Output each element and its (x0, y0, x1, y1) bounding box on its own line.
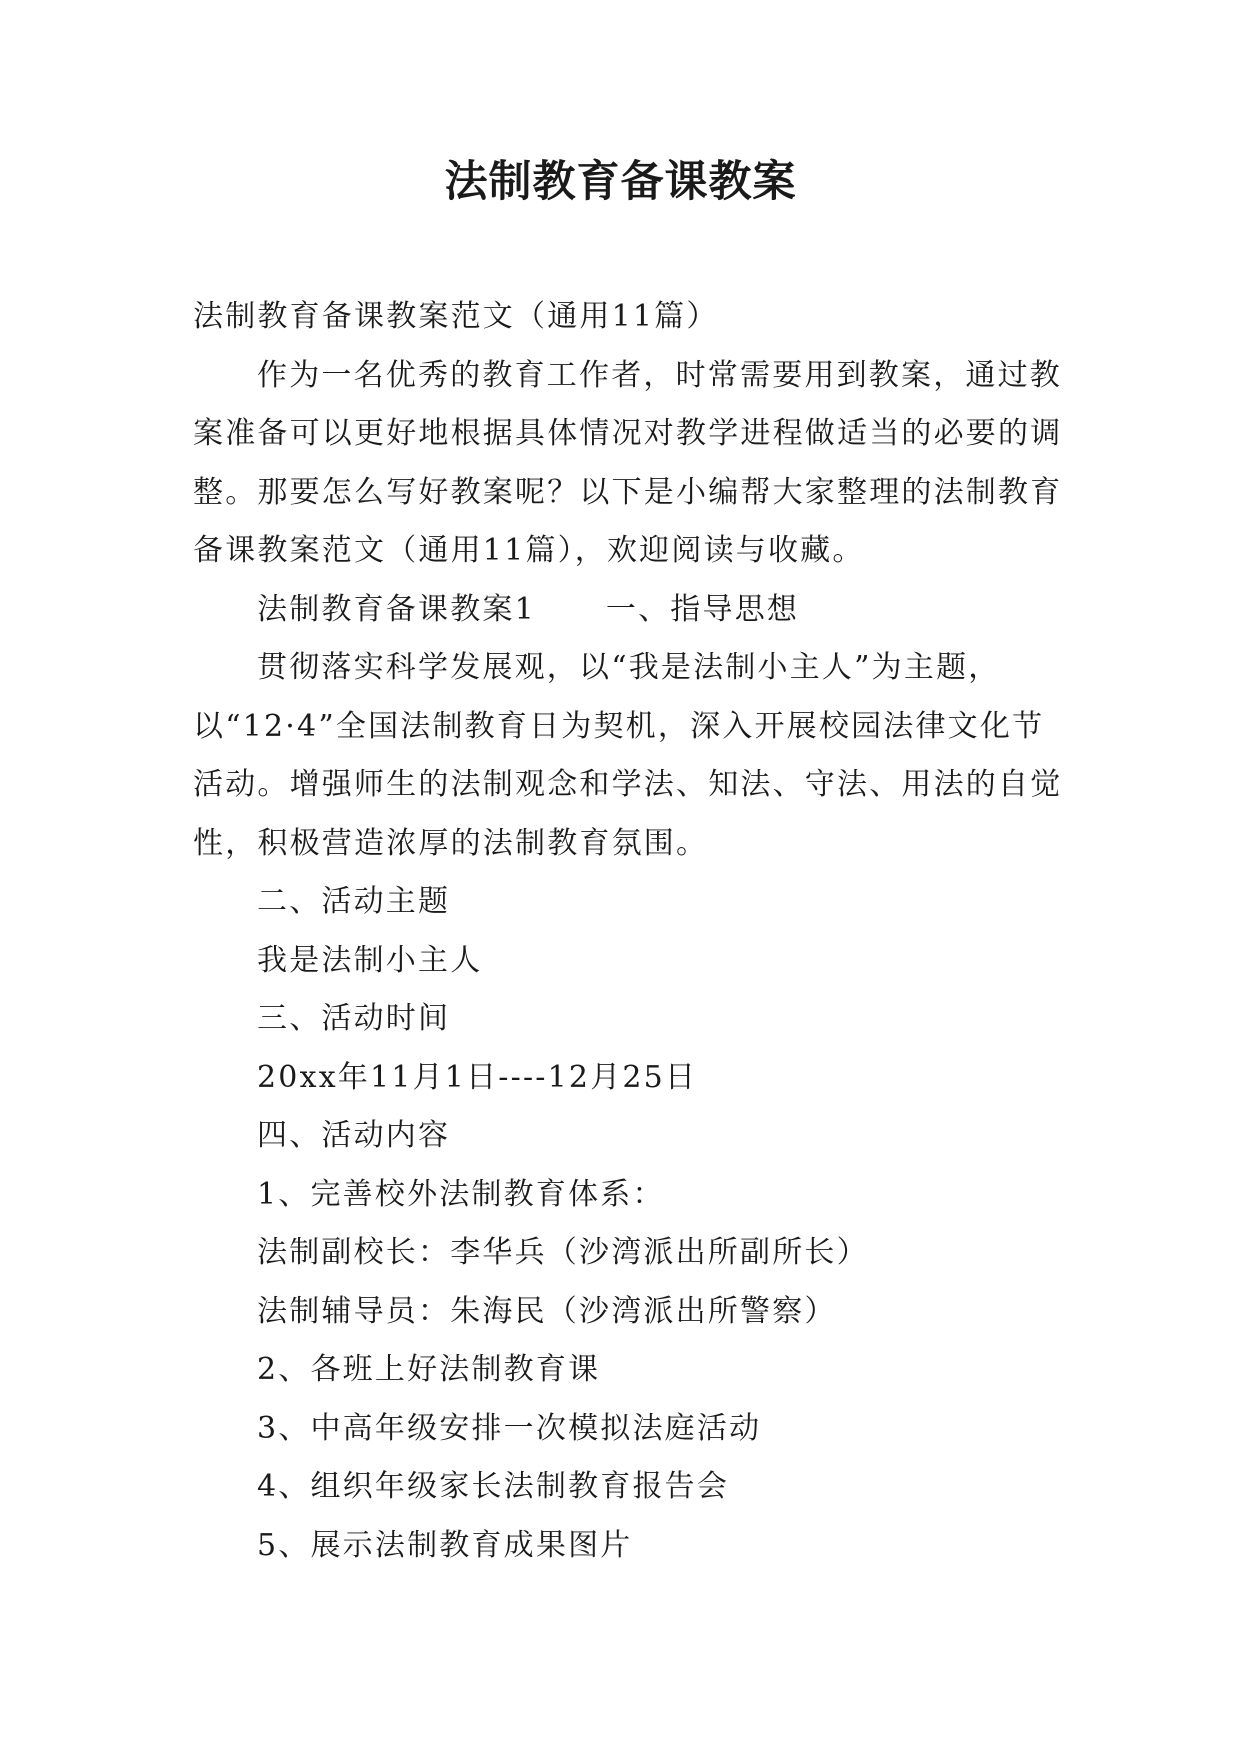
list-item: 四、活动内容 (257, 1118, 451, 1153)
list-item: 二、活动主题 (257, 884, 451, 919)
section-line (193, 581, 1063, 640)
list-item: 法制副校长：李华兵（沙湾派出所副所长） (257, 1235, 869, 1270)
list-item: 20xx年11月1日----12月25日 (257, 1059, 698, 1095)
list-item: 我是法制小主人 (257, 942, 483, 978)
subtitle: 法制教育备课教案范文（通用11篇） (193, 299, 719, 334)
intro-paragraph: 作为一名优秀的教育工作者，时常需要用到教案，通过教案准备可以更好地根据具体情况对教学进程做适当的必要的调整。那要怎么写好教案呢？以下是小编帮大家整理的法制教育备课教案范文（通用11篇），欢迎阅读与收藏。 (193, 357, 1063, 568)
section-label: 法制教育备课教案1 (257, 591, 536, 627)
document-body (193, 288, 1063, 1575)
section-heading: 一、指导思想 (605, 591, 800, 627)
guiding-paragraph: 贯彻落实科学发展观，以“我是法制小主人”为主题，以“12·4”全国法制教育日为契机，深入开展校园法律文化节活动。增强师生的法制观念和学法、知法、守法、用法的自觉性，积极营造浓厚的法制教育氛围。 (193, 650, 1063, 861)
list-item: 2、各班上好法制教育课 (257, 1352, 601, 1387)
list-item: 法制辅导员：朱海民（沙湾派出所警察） (257, 1293, 837, 1329)
list-item: 3、中高年级安排一次模拟法庭活动 (257, 1410, 762, 1446)
list-item: 5、展示法制教育成果图片 (257, 1527, 633, 1563)
list-item: 4、组织年级家长法制教育报告会 (257, 1469, 730, 1504)
list-item: 1、完善校外法制教育体系： (257, 1176, 665, 1212)
list-item: 三、活动时间 (257, 1001, 451, 1036)
page-title: 法制教育备课教案 (444, 157, 797, 207)
